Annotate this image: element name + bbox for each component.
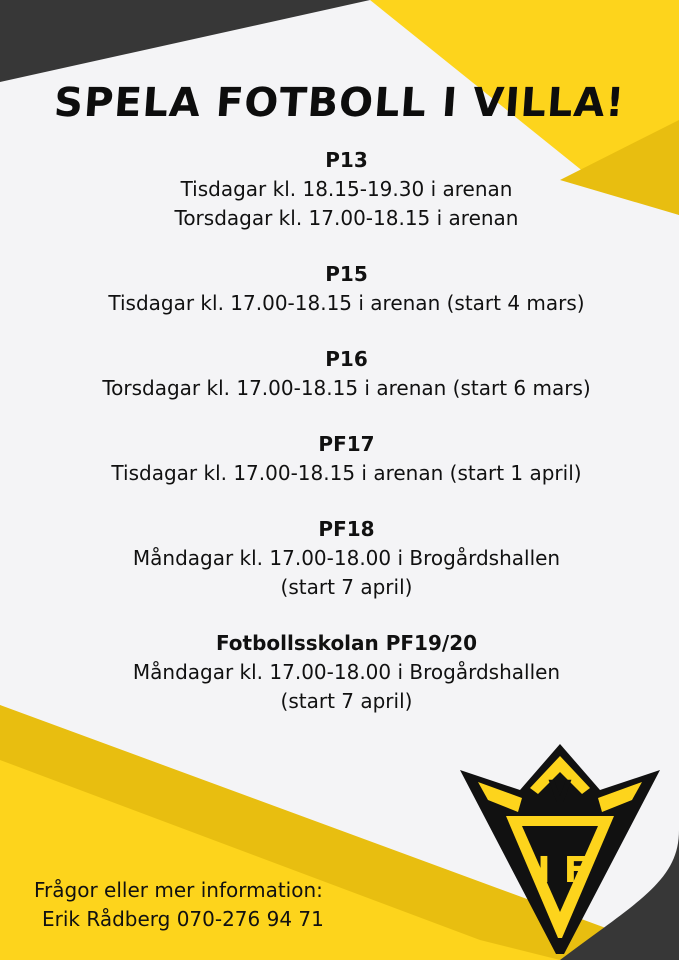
group-p16	[0, 345, 679, 403]
crest-letter-f: F	[563, 850, 589, 891]
group-name: PF18	[318, 517, 375, 541]
group-p15	[0, 260, 679, 318]
club-crest-icon	[458, 742, 662, 956]
contact-info	[34, 876, 324, 934]
group-pf17	[0, 430, 679, 488]
group-name: Fotbollsskolan PF19/20	[215, 631, 478, 655]
group-name: P16	[325, 347, 368, 371]
group-name: P15	[325, 262, 368, 286]
group-fotbollsskolan	[0, 629, 679, 716]
contact-question: Frågor eller mer information:	[34, 878, 323, 902]
schedule-line: (start 7 april)	[280, 575, 413, 599]
group-name: P13	[325, 148, 368, 172]
schedule-line: Torsdagar kl. 17.00-18.15 i arenan (start 6 mars)	[102, 376, 591, 400]
schedule-list	[0, 146, 679, 743]
crest-letter-i: I	[537, 850, 551, 891]
page-title: SPELA FOTBOLL I VILLA!	[52, 80, 627, 126]
schedule-line: Måndagar kl. 17.00-18.00 i Brogårdshallen	[132, 546, 561, 570]
schedule-line: Tisdagar kl. 18.15-19.30 i arenan	[180, 177, 513, 201]
schedule-line: Tisdagar kl. 17.00-18.15 i arenan (start 4 mars)	[108, 291, 585, 315]
contact-person-phone: Erik Rådberg 070-276 94 71	[42, 907, 324, 931]
group-pf18	[0, 515, 679, 602]
schedule-line: Torsdagar kl. 17.00-18.15 i arenan	[174, 206, 519, 230]
group-name: PF17	[318, 432, 375, 456]
group-p13	[0, 146, 679, 233]
schedule-line: Tisdagar kl. 17.00-18.15 i arenan (start 1 april)	[111, 461, 582, 485]
crest-letter-v: V	[548, 775, 572, 810]
schedule-line: Måndagar kl. 17.00-18.00 i Brogårdshallen	[132, 660, 561, 684]
top-dark-band	[0, 0, 370, 82]
schedule-line: (start 7 april)	[280, 689, 413, 713]
